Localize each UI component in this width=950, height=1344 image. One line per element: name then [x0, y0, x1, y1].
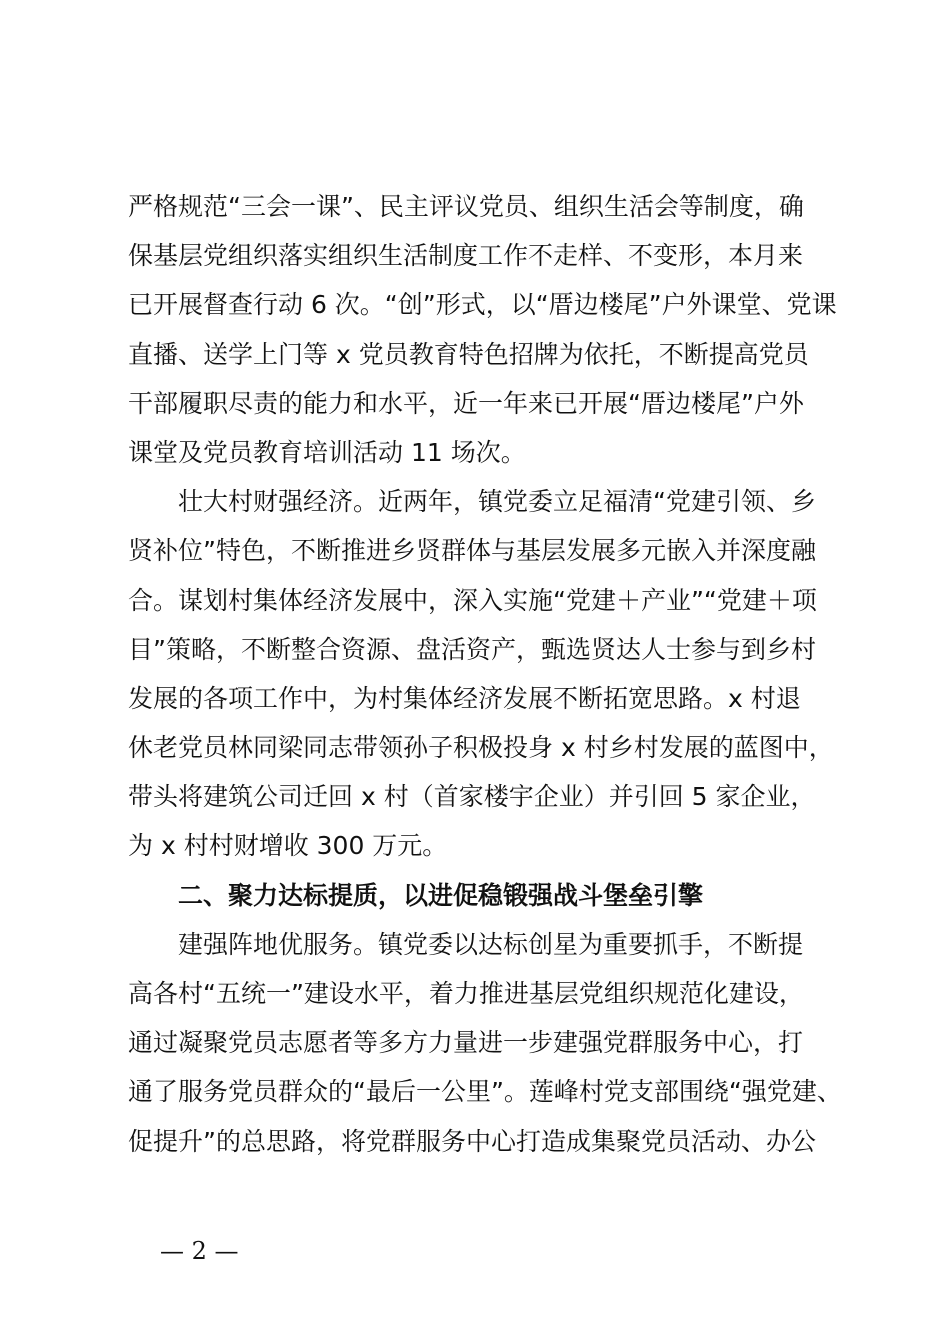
section-heading: 二、聚力达标提质，以进促稳锻强战斗堡垒引擎	[178, 880, 704, 910]
text-line: 促提升”的总思路，将党群服务中心打造成集聚党员活动、办公	[128, 1126, 816, 1156]
text-line: 通过凝聚党员志愿者等多方力量进一步建强党群服务中心，打	[128, 1028, 804, 1058]
text-line: 带头将建筑公司迁回 x 村（首家楼宇企业）并引回 5 家企业，	[128, 782, 816, 812]
text-line: 课堂及党员教育培训活动 11 场次。	[128, 437, 526, 467]
text-line: 通了服务党员群众的“最后一公里”。莲峰村党支部围绕“强党建、	[128, 1077, 842, 1107]
text-line: 干部履职尽责的能力和水平，近一年来已开展“厝边楼尾”户外	[128, 388, 804, 418]
text-line: 已开展督查行动 6 次。“创”形式，以“厝边楼尾”户外课堂、党课	[128, 290, 837, 320]
text-line: 保基层党组织落实组织生活制度工作不走样、不变形，本月来	[128, 241, 804, 271]
text-line: 贤补位”特色，不断推进乡贤群体与基层发展多元嵌入并深度融	[128, 536, 816, 566]
document-body	[128, 182, 848, 1166]
text-line: 高各村“五统一”建设水平，着力推进基层党组织规范化建设，	[128, 979, 804, 1008]
text-line: 目”策略，不断整合资源、盘活资产，甄选贤达人士参与到乡村	[128, 634, 816, 664]
page-number: — 2 —	[160, 1237, 239, 1265]
text-line: 为 x 村村财增收 300 万元。	[128, 831, 448, 861]
text-line: 合。谋划村集体经济发展中，深入实施“党建＋产业”“党建＋项	[128, 585, 817, 615]
text-line: 严格规范“三会一课”、民主评议党员、组织生活会等制度，确	[128, 192, 804, 221]
text-line: 直播、送学上门等 x 党员教育特色招牌为依托，不断提高党员	[128, 339, 809, 369]
paragraph-start-line: 壮大村财强经济。近两年，镇党委立足福清“党建引领、乡	[178, 487, 816, 517]
text-line: 休老党员林同梁同志带领孙子积极投身 x 村乡村发展的蓝图中，	[128, 733, 834, 763]
paragraph-start-line: 建强阵地优服务。镇党委以达标创星为重要抓手，不断提	[178, 929, 804, 959]
text-line: 发展的各项工作中，为村集体经济发展不断拓宽思路。x 村退	[128, 683, 801, 713]
